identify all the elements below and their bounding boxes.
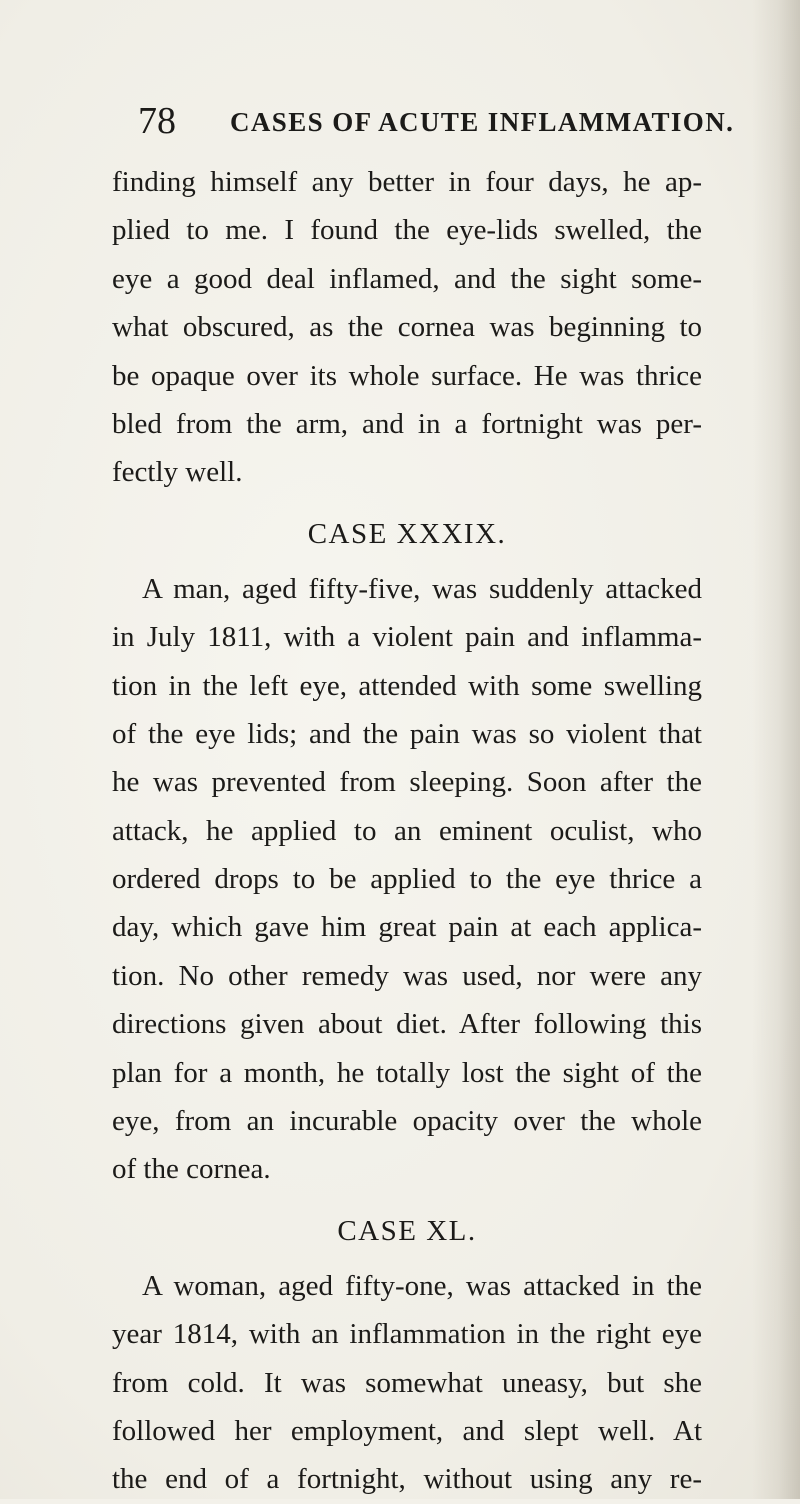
text-line: tion in the left eye, attended with some swelling	[112, 669, 702, 702]
continued-paragraph	[112, 158, 702, 497]
page-header	[138, 96, 735, 146]
text-line: day, which gave him great pain at each applica-	[112, 911, 702, 944]
text-line: be opaque over its whole surface. He was thrice	[112, 359, 702, 392]
body-text	[112, 158, 702, 1504]
text-line: from cold. It was somewhat uneasy, but she	[112, 1366, 702, 1399]
text-line: A man, aged fifty-five, was suddenly attacked	[142, 572, 702, 605]
text-line: followed her employment, and slept well. At	[112, 1414, 702, 1447]
text-line: finding himself any better in four days, he ap-	[112, 166, 702, 198]
text-line: the end of a fortnight, without using any re-	[112, 1463, 702, 1496]
case-40-paragraph	[112, 1262, 702, 1504]
text-line: what obscured, as the cornea was beginning to	[112, 311, 702, 344]
running-head: CASES OF ACUTE INFLAMMATION.	[230, 107, 735, 137]
text-line: attack, he applied to an eminent oculist, who	[112, 814, 702, 847]
text-line: A woman, aged fifty-one, was attacked in the	[142, 1269, 702, 1302]
text-line: eye a good deal inflamed, and the sight some-	[112, 262, 702, 295]
case-heading-40: CASE XL.	[337, 1214, 477, 1247]
text-line: of the eye lids; and the pain was so violent that	[112, 717, 702, 750]
text-line: of the cornea.	[112, 1153, 271, 1186]
text-line: directions given about diet. After following this	[112, 1008, 702, 1041]
text-line: he was prevented from sleeping. Soon after the	[112, 766, 702, 799]
case-39-paragraph	[112, 565, 702, 1194]
text-line: eye, from an incurable opacity over the whole	[112, 1105, 702, 1138]
text-line: plied to me. I found the eye-lids swelled, the	[112, 214, 702, 247]
text-line: ordered drops to be applied to the eye thrice a	[112, 863, 702, 896]
text-line: in July 1811, with a violent pain and inflamma-	[112, 621, 702, 654]
text-line: bled from the arm, and in a fortnight was per-	[112, 407, 702, 440]
text-line: plan for a month, he totally lost the sight of the	[112, 1056, 702, 1089]
case-heading-39: CASE XXXIX.	[307, 517, 507, 550]
text-line: tion. No other remedy was used, nor were any	[112, 959, 702, 992]
page-edge-shadow	[752, 0, 800, 1499]
page-number: 78	[138, 100, 176, 142]
text-line: year 1814, with an inflammation in the right eye	[112, 1318, 702, 1351]
text-line: fectly well.	[112, 456, 243, 489]
